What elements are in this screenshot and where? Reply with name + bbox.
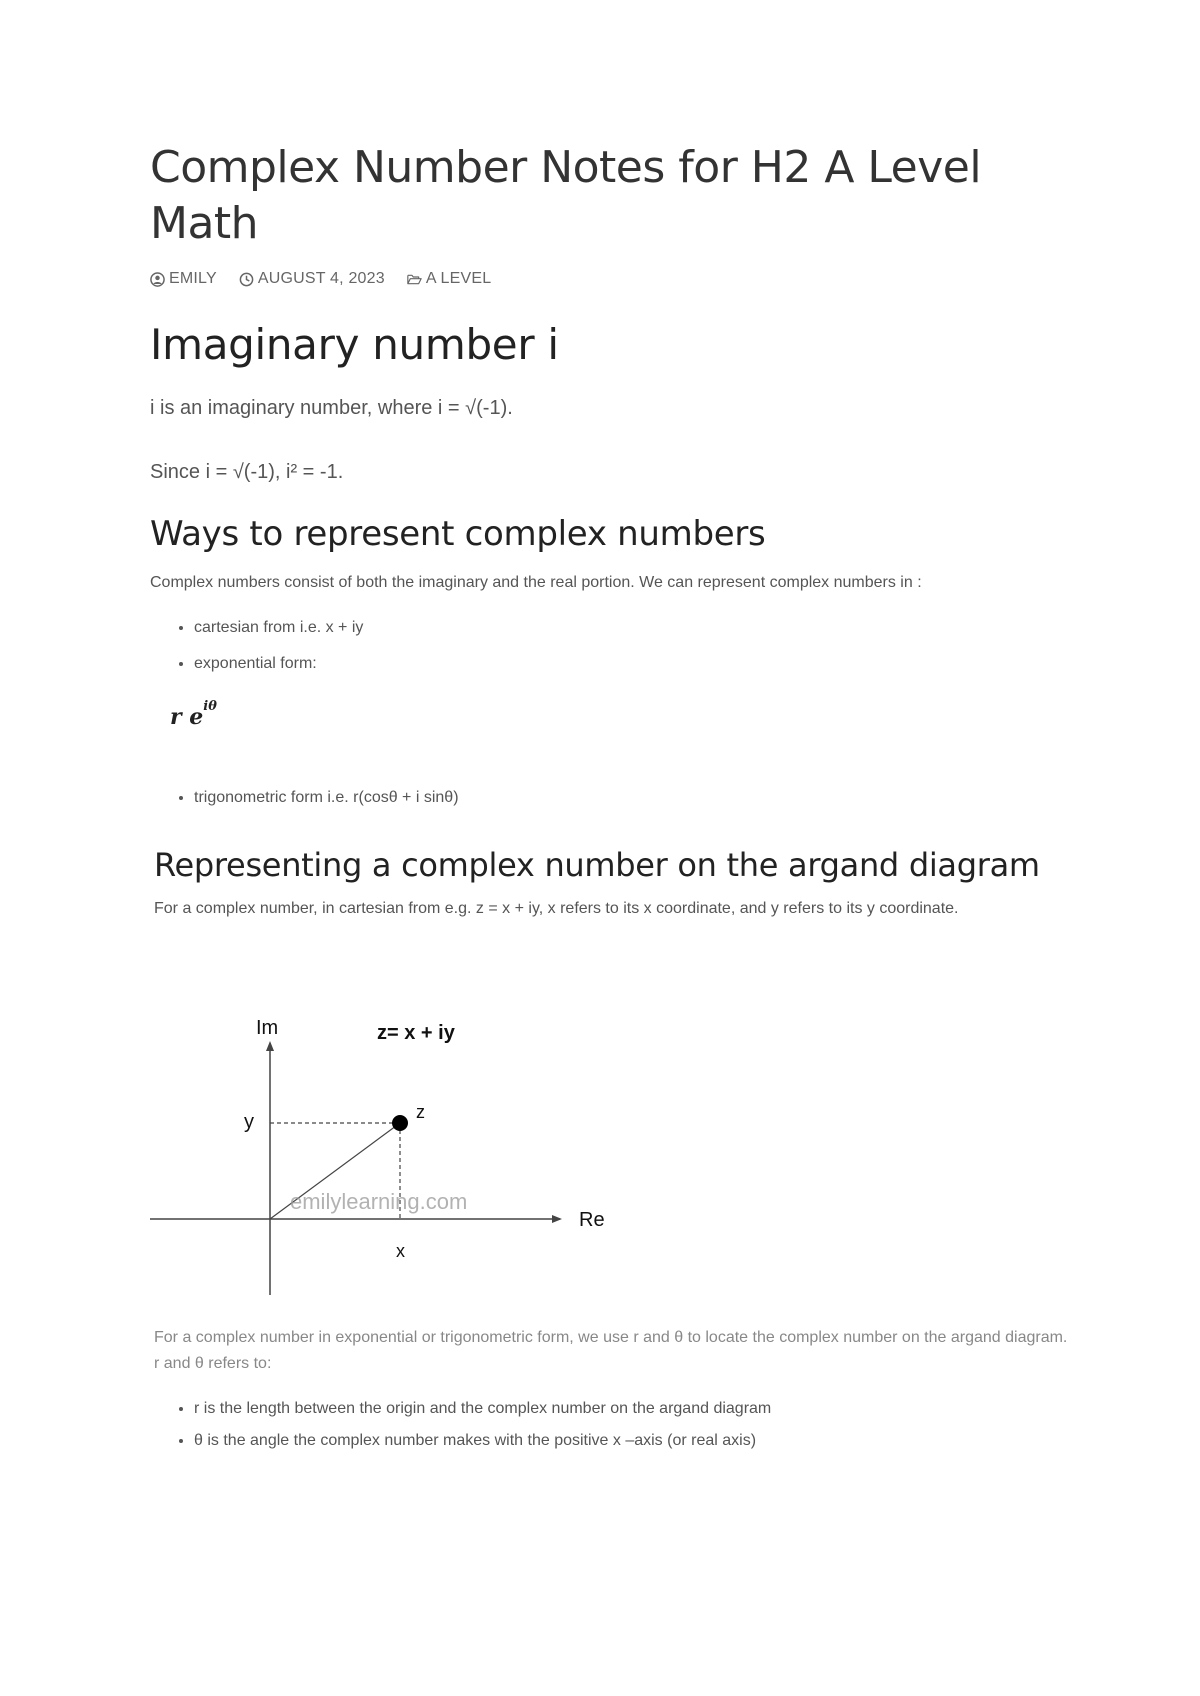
date-meta[interactable]: [239, 270, 385, 288]
argand-intro: For a complex number, in cartesian from e.g. z = x + iy, x refers to its x coordinate, and y refers to its y coordinate.: [154, 900, 959, 917]
heading-argand: Representing a complex number on the argand diagram: [154, 846, 1040, 884]
argand-diagram: [150, 985, 650, 1305]
article: [150, 140, 1070, 922]
list-item: • θ is the angle the complex number makes with the positive x –axis (or real axis): [194, 1429, 1074, 1453]
list-item: • trigonometric form i.e. r(cosθ + i sinθ): [194, 786, 1070, 810]
list-item: • exponential form:: [194, 652, 1070, 676]
list-item: • cartesian from i.e. x + iy: [194, 616, 1070, 640]
heading-imaginary: Imaginary number i: [150, 320, 559, 369]
re-label: Re: [579, 1209, 605, 1231]
page-title: Complex Number Notes for H2 A Level Math: [150, 142, 982, 249]
argand-after: For a complex number in exponential or trigonometric form, we use r and θ to locate the complex number on the argand diagram. r and θ refers to:: [154, 1329, 1068, 1372]
equation-label: z= x + iy: [377, 1022, 455, 1044]
heading-ways: Ways to represent complex numbers: [150, 514, 766, 554]
y-label: y: [244, 1111, 254, 1133]
ways-list-2: [150, 786, 1070, 810]
user-icon: [150, 272, 165, 287]
post-date: AUGUST 4, 2023: [257, 270, 385, 287]
point-label: z: [416, 1102, 425, 1122]
argand-list: [154, 1397, 1074, 1453]
im-label: Im: [256, 1017, 279, 1039]
category-meta[interactable]: [407, 270, 491, 288]
formula-base: r e: [170, 704, 204, 730]
imaginary-axis-arrow: [266, 1041, 274, 1051]
author-name: EMILY: [169, 270, 217, 287]
x-label: x: [396, 1241, 405, 1261]
ways-list: [150, 616, 1070, 676]
ways-intro: Complex numbers consist of both the imaginary and the real portion. We can represent complex numbers in :: [150, 574, 922, 591]
author-meta[interactable]: [150, 270, 217, 288]
imaginary-line-2: Since i = √(-1), i² = -1.: [150, 461, 344, 483]
exponential-formula: [170, 698, 1070, 744]
imaginary-line-1: i is an imaginary number, where i = √(-1).: [150, 397, 513, 419]
post-meta: [150, 270, 1070, 288]
clock-icon: [239, 272, 254, 287]
watermark: emilylearning.com: [290, 1189, 468, 1214]
argand-explanation: [154, 1325, 1074, 1453]
formula-exponent: iθ: [203, 698, 217, 714]
folder-icon: [407, 272, 422, 287]
post-category: A LEVEL: [425, 270, 492, 287]
complex-point: [392, 1115, 408, 1131]
list-item: • r is the length between the origin and the complex number on the argand diagram: [194, 1397, 1074, 1421]
real-axis-arrow: [552, 1215, 562, 1223]
